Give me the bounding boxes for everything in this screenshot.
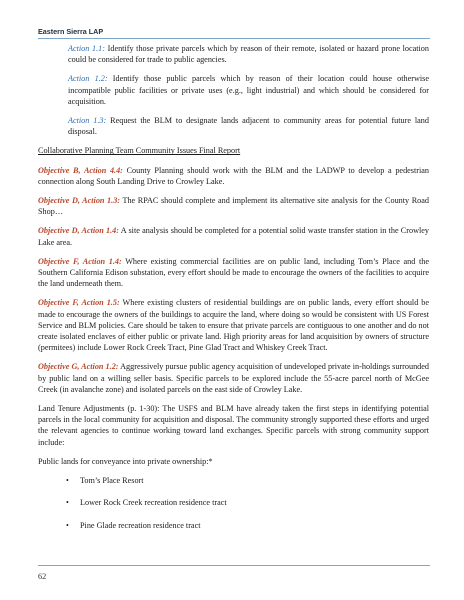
document-header: Eastern Sierra LAP — [38, 27, 104, 36]
objective-paragraph — [38, 256, 429, 290]
list-item-text: Pine Glade recreation residence tract — [80, 520, 201, 530]
action-paragraph — [38, 73, 429, 107]
action-text: Identify those private parcels which by reason of their remote, isolated or hazard prone location could be considered for trade to public agencies. — [68, 44, 429, 65]
objective-text: Aggressively pursue public agency acquisition of undeveloped private in-holdings surrounded by public land on a willing seller basis. Specific parcels to be explored include the 55-acre parcel north of McGee Creek (in avalanche zone) and isolated parcels on the east side of Crowley Lake. — [38, 362, 429, 394]
bullet-icon: • — [66, 476, 69, 486]
bullet-icon: • — [66, 498, 69, 508]
objective-label: Objective F, Action 1.4: — [38, 256, 122, 266]
land-tenure-paragraph: Land Tenure Adjustments (p. 1-30): The USFS and BLM have already taken the first steps in identifying potential parcels in the local community for acquisition and disposal. The community strongly supported these efforts and urged the relevant agencies to continue working toward land exchanges. Specific parcels with strong community support include: — [38, 404, 429, 447]
action-text: Request the BLM to designate lands adjacent to community areas for potential future land disposal. — [68, 116, 429, 137]
action-text: Identify those public parcels which by reason of their location could house otherwise incompatible public facilities or private uses (e.g., light industrial) and which should be considered for acquisition. — [68, 74, 429, 106]
public-lands-intro: Public lands for conveyance into private ownership:* — [38, 456, 213, 466]
objective-label: Objective G, Action 1.2: — [38, 362, 119, 372]
list-item — [66, 520, 429, 531]
action-label: Action 1.3: — [68, 116, 107, 126]
page-body — [38, 43, 429, 542]
objective-text: Where existing commercial facilities are on public land, including Tom’s Place and the Southern California Edison substation, every effort should be made to encourage the owners of the facilities to acquire the land underneath them. — [38, 256, 429, 289]
list-item-text: Tom’s Place Resort — [80, 476, 144, 486]
list-item-text: Lower Rock Creek recreation residence tract — [80, 498, 227, 508]
objective-text: Where existing clusters of residential buildings are on public lands, every effort should be made to encourage the owners of the buildings to acquire the land, where doing so would be consistent with US Forest Service and BLM policies. Care should be taken to ensure that private parcels are contiguous to one another and do not create isolated enclaves of either public or private land. High priority areas for land acquisition by owners of structure (permitees) include Lower Rock Creek Tract, Pine Glad Tract and Whiskey Creek Tract. — [38, 298, 429, 353]
objective-label: Objective D, Action 1.3: — [38, 196, 121, 206]
bullet-icon: • — [66, 520, 69, 530]
objective-paragraph — [38, 165, 429, 187]
objective-text: County Planning should work with the BLM and the LADWP to develop a pedestrian connection along South Landing Drive to Crowley Lake. — [38, 165, 429, 186]
action-label: Action 1.1: — [68, 44, 105, 53]
public-lands-list — [38, 475, 429, 531]
objective-label: Objective B, Action 4.4: — [38, 165, 123, 175]
list-item — [66, 497, 429, 508]
objective-paragraph — [38, 361, 429, 395]
action-paragraph — [38, 43, 429, 65]
action-label: Action 1.2: — [68, 74, 108, 84]
objective-text: A site analysis should be completed for a potential solid waste transfer station in the Crowley Lake area. — [38, 226, 430, 247]
header-rule — [38, 38, 430, 39]
objective-paragraph — [38, 225, 429, 247]
objective-text: The RPAC should complete and implement its alternative site analysis for the County Road Shop… — [38, 196, 429, 217]
report-heading: Collaborative Planning Team Community Issues Final Report — [38, 146, 241, 156]
objective-label: Objective F, Action 1.5: — [38, 298, 120, 308]
objective-paragraph — [38, 297, 429, 353]
objective-paragraph — [38, 195, 429, 217]
footer-rule — [38, 565, 430, 566]
action-paragraph — [38, 115, 429, 137]
page-number: 62 — [38, 572, 47, 581]
list-item — [66, 475, 429, 486]
objective-label: Objective D, Action 1.4: — [38, 226, 119, 236]
